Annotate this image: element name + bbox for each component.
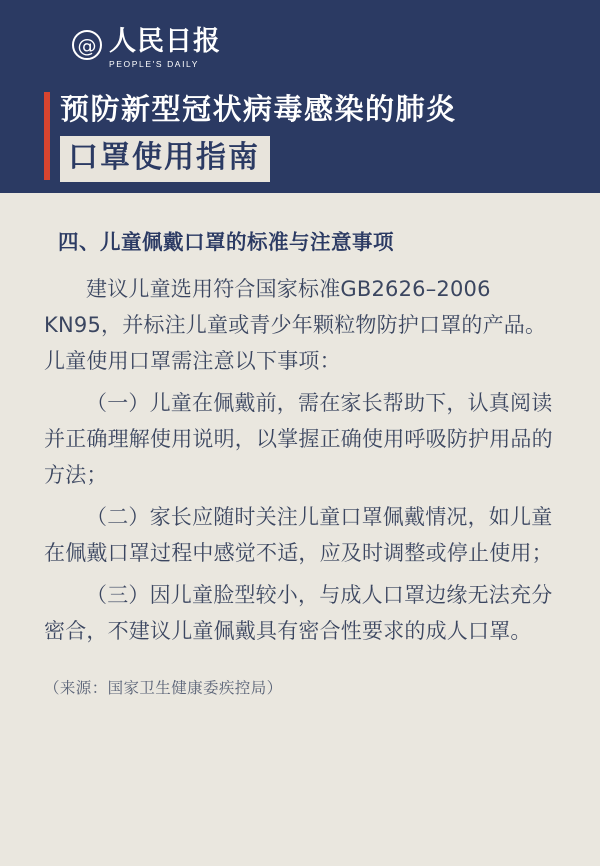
publisher-name-cn: 人民日报 <box>109 26 221 57</box>
body-paragraph: （二）家长应随时关注儿童口罩佩戴情况，如儿童在佩戴口罩过程中感觉不适，应及时调整或停止使用； <box>44 505 553 565</box>
poster-title-line-2: 口罩使用指南 <box>60 136 270 182</box>
poster-title-block <box>0 90 600 182</box>
section-heading: 四、儿童佩戴口罩的标准与注意事项 <box>58 230 394 254</box>
poster-title-line-2-wrap <box>60 136 270 182</box>
poster-body <box>0 193 600 866</box>
at-sign-icon: @ <box>72 30 102 60</box>
publisher-logo <box>0 28 600 76</box>
body-paragraph: （三）因儿童脸型较小，与成人口罩边缘无法充分密合，不建议儿童佩戴具有密合性要求的成人口罩。 <box>44 583 553 643</box>
body-paragraph: （一）儿童在佩戴前，需在家长帮助下，认真阅读并正确理解使用说明，以掌握正确使用呼吸防护用品的方法； <box>44 391 553 487</box>
body-paragraph: 建议儿童选用符合国家标准GB2626–2006 KN95，并标注儿童或青少年颗粒物防护口罩的产品。儿童使用口罩需注意以下事项： <box>44 277 547 373</box>
title-accent-bar <box>44 92 50 180</box>
poster-title-line-1: 预防新型冠状病毒感染的肺炎 <box>60 92 457 126</box>
poster-header <box>0 0 600 193</box>
source-note: （来源：国家卫生健康委疾控局） <box>44 679 283 697</box>
publisher-name-block <box>109 28 221 69</box>
publisher-name-en: PEOPLE'S DAILY <box>109 59 200 69</box>
